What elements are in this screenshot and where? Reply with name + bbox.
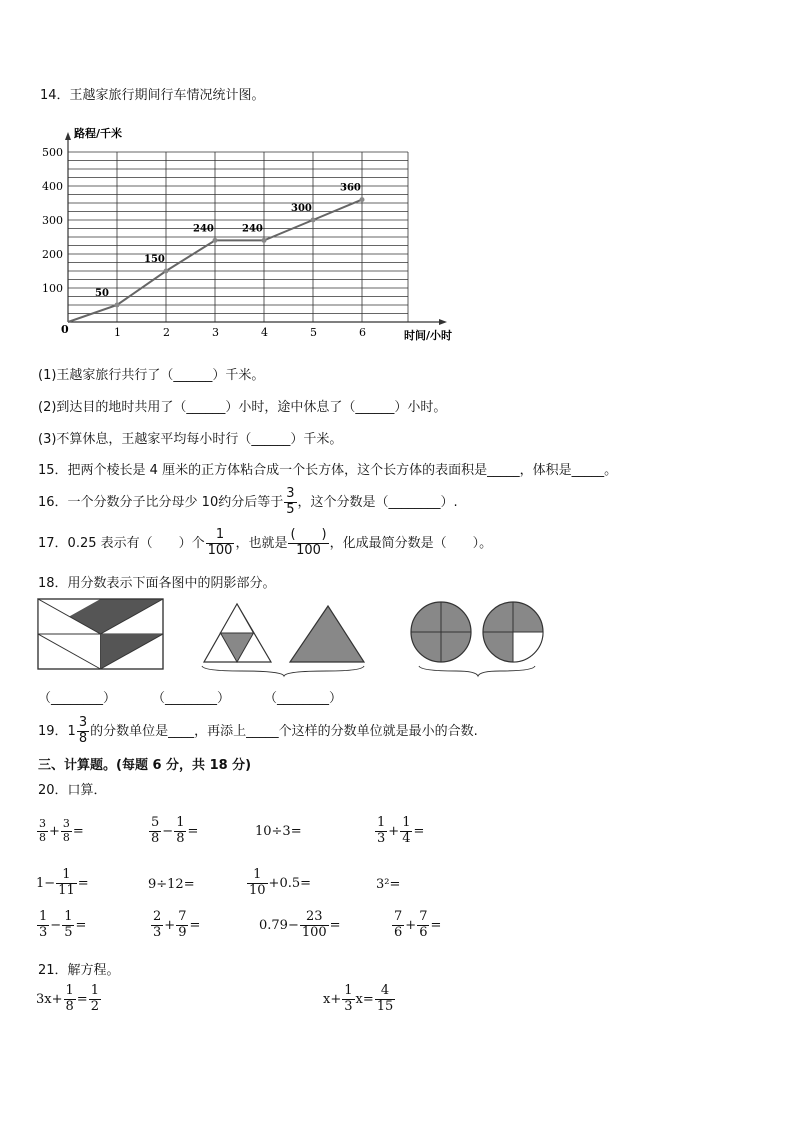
x-axis-label: 时间/小时 xyxy=(404,329,453,342)
y-axis-label: 路程/千米 xyxy=(74,127,123,140)
data-point xyxy=(262,238,267,243)
data-label: 50 xyxy=(95,288,109,299)
data-label: 150 xyxy=(144,254,165,265)
chart-grid xyxy=(68,152,408,322)
data-label: 240 xyxy=(193,223,214,235)
data-label: 240 xyxy=(242,223,263,235)
y-tick-label: 300 xyxy=(42,214,63,227)
q16-pre: 16．一个分数分子比分母少 10约分后等于 xyxy=(38,495,284,510)
q16-post: ，这个分数是（________）. xyxy=(297,495,458,510)
y-axis-arrow xyxy=(65,132,71,140)
q14-sub1: (1)王越家旅行共行了（______）千米。 xyxy=(38,368,265,383)
q16 xyxy=(38,485,458,521)
q19-fraction: $\frac{3}{8}$ xyxy=(78,715,88,746)
q19 xyxy=(38,714,478,750)
y-tick-label: 200 xyxy=(42,248,63,261)
q21-eq1: 3x+ $\frac{1}{8}$ = $\frac{1}{2}$ xyxy=(36,983,99,1014)
calc-b: $\frac{5}{8}$ − $\frac{1}{8}$ = xyxy=(151,815,199,846)
q21-eq2: x+ $\frac{1}{3}$ x= $\frac{4}{15}$ xyxy=(323,983,394,1014)
q16-fraction: $\frac{3}{5}$ xyxy=(286,486,295,517)
q14-line-chart xyxy=(36,118,476,348)
q20-title: 20．口算． xyxy=(38,783,107,798)
x-tick-label: 2 xyxy=(163,326,170,339)
x-tick-label: 4 xyxy=(261,326,268,339)
figure-triangles xyxy=(202,604,364,676)
q18-answer-1: （________） xyxy=(38,691,117,706)
q18-answer-3: （________） xyxy=(264,691,343,706)
q17-pre: 17．0.25 表示有（ ）个 xyxy=(38,536,205,551)
data-point xyxy=(311,218,316,223)
q15: 15．把两个棱长是 4 厘米的正方体粘合成一个长方体，这个长方体的表面积是_____，体积是_____。 xyxy=(38,463,618,478)
q17-mid: ，也就是 xyxy=(235,536,288,551)
x-tick-label: 6 xyxy=(359,326,366,339)
calc-g: $\frac{1}{10}$ +0.5= xyxy=(249,867,312,898)
q17 xyxy=(38,526,492,562)
q19-post: 的分数单位是____，再添上_____个这样的分数单位就是最小的合数. xyxy=(90,724,478,739)
calc-i: $\frac{1}{3}$ − $\frac{1}{5}$ = xyxy=(39,909,87,940)
chart-ticks xyxy=(42,146,366,339)
q17-fraction-1: $\frac{1}{100}$ xyxy=(207,527,233,558)
calc-d: $\frac{1}{3}$ + $\frac{1}{4}$ = xyxy=(377,815,425,846)
data-point xyxy=(213,238,218,243)
calc-e: 1− $\frac{1}{11}$ = xyxy=(36,867,89,898)
data-point xyxy=(164,269,169,274)
x-axis-arrow xyxy=(439,319,447,325)
q14-sub2: (2)到达目的地时共用了（______）小时，途中休息了（______）小时。 xyxy=(38,400,447,415)
calc-a: $\frac{3}{8}$ + $\frac{3}{8}$ = xyxy=(39,817,84,844)
x-tick-label: 3 xyxy=(212,326,219,339)
q18-figures xyxy=(36,596,556,680)
y-tick-label: 500 xyxy=(42,146,63,159)
figure-rectangle xyxy=(38,599,163,669)
q14-title: 14．王越家旅行期间行车情况统计图。 xyxy=(40,88,265,103)
q21-title: 21．解方程。 xyxy=(38,963,120,978)
y-tick-label: 400 xyxy=(42,180,63,193)
origin-label: 0 xyxy=(61,323,69,336)
figure-circles xyxy=(411,602,543,676)
calc-k: 0.79− $\frac{23}{100}$ = xyxy=(259,909,341,940)
data-label: 360 xyxy=(340,182,361,194)
q18-title: 18．用分数表示下面各图中的阴影部分。 xyxy=(38,576,276,591)
q17-post: ，化成最简分数是（ ）。 xyxy=(329,536,493,551)
q14-sub3: (3)不算休息，王越家平均每小时行（______）千米。 xyxy=(38,432,343,447)
data-point xyxy=(360,197,365,202)
q18-answer-2: （________） xyxy=(152,691,231,706)
calc-c: 10÷3= xyxy=(255,824,302,839)
y-tick-label: 100 xyxy=(42,282,63,295)
calc-h: 3²= xyxy=(376,877,401,892)
data-point xyxy=(115,303,120,308)
section-3-title: 三、计算题。(每题 6 分，共 18 分) xyxy=(38,758,252,773)
calc-l: $\frac{7}{6}$ + $\frac{7}{6}$ = xyxy=(394,909,442,940)
q19-whole: 1 xyxy=(67,724,76,739)
x-tick-label: 5 xyxy=(310,326,317,339)
calc-j: $\frac{2}{3}$ + $\frac{7}{9}$ = xyxy=(153,909,201,940)
q19-number: 19． xyxy=(38,724,68,739)
calc-f: 9÷12= xyxy=(148,877,195,892)
data-label: 300 xyxy=(291,203,312,214)
x-tick-label: 1 xyxy=(114,326,121,339)
q17-fraction-2: $\frac{( )}{100}$ xyxy=(290,527,327,558)
